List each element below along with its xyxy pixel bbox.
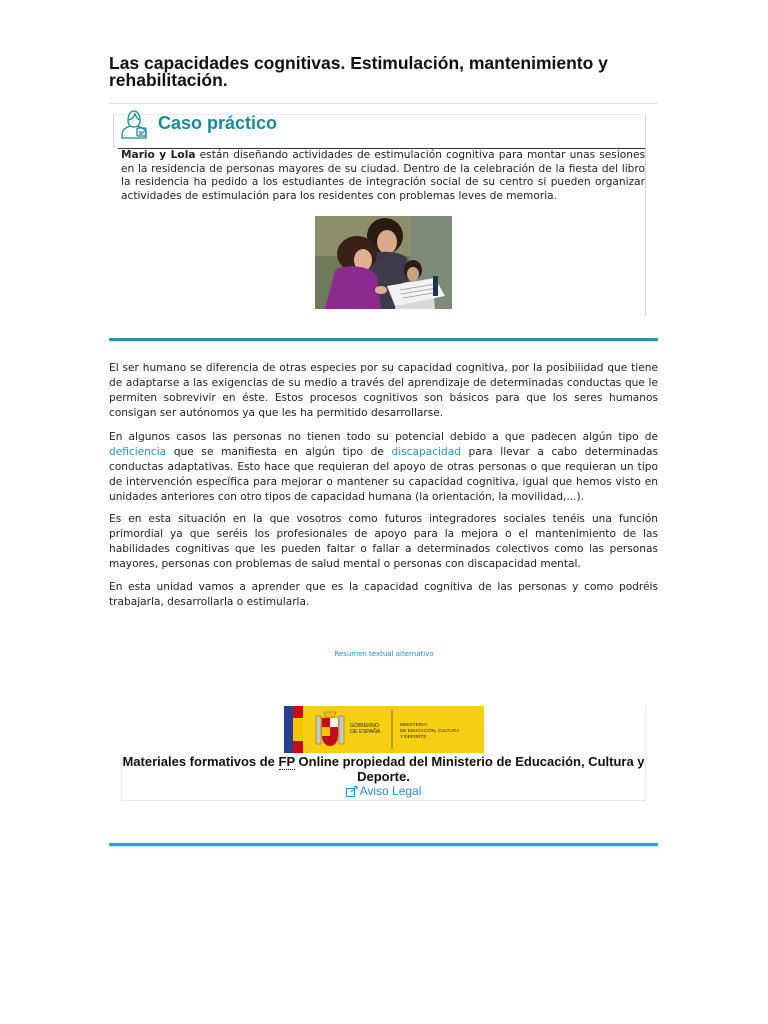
footer-text-a: Materiales formativos de bbox=[122, 754, 279, 769]
external-document-icon bbox=[346, 786, 358, 797]
paragraph-2 bbox=[109, 430, 658, 505]
coat-of-arms-icon bbox=[316, 712, 344, 746]
link-discapacidad[interactable]: discapacidad bbox=[391, 446, 461, 458]
page-title: Las capacidades cognitivas. Estimulación, mantenimiento y rehabilitación. bbox=[109, 53, 608, 90]
legal-notice-link[interactable] bbox=[121, 784, 646, 798]
case-text: están diseñando actividades de estimulación cognitiva para montar unas sesiones en la residencia de personas mayores de su ciudad. Dentro de la celebración de la fiesta del libro la residencia ha pedido a los estudiantes de integración social de su centro si pueden organizar actividades de estimulación para los residentes con problemas leves de memoria. bbox=[121, 149, 645, 202]
case-description bbox=[121, 149, 645, 203]
case-names: Mario y Lola bbox=[121, 149, 196, 161]
footer-ownership-text bbox=[121, 754, 646, 784]
logo-ministerio-line2: DE EDUCACIÓN, CULTURA bbox=[400, 728, 460, 733]
logo-gobierno-line1: GOBIERNO bbox=[350, 723, 380, 729]
title-divider bbox=[109, 103, 658, 104]
link-deficiencia[interactable]: deficiencia bbox=[109, 446, 167, 458]
paragraph-3: Es en esta situación en la que vosotros como futuros integradores sociales tenéis una función primordial ya que seréis los profesionales de apoyo para la mejora o el mantenimiento de las habilidades cognitivas que les pueden faltar o fallar a determinados colectivos como las personas mayores, personas con problemas de salud mental o personas con discapacidad mental. bbox=[109, 513, 658, 570]
case-photo bbox=[315, 216, 452, 309]
alt-summary-link[interactable]: Resumen textual alternativo bbox=[334, 650, 434, 658]
paragraph-4: En esta unidad vamos a aprender que es la capacidad cognitiva de las personas y como podréis trabajarla, desarrollarla o estimularla. bbox=[109, 581, 658, 608]
ministry-logo bbox=[284, 706, 484, 753]
paragraph-1: El ser humano se diferencia de otras especies por su capacidad cognitiva, por la posibilidad que tiene de adaptarse a las exigencias de su medio a través del aprendizaje de determinadas conductas que le permiten sobrevivir en éste. Estos procesos cognitivos son básicos para que los seres humanos consigan ser autónomos ya que les ha permitido desarrollarse. bbox=[109, 362, 658, 419]
fp-abbreviation: FP bbox=[278, 754, 295, 769]
footer-frame-bottom bbox=[121, 800, 646, 801]
paragraph-2-text-c: para llevar a cabo determinadas conductas adaptativas. Esto hace que requieran del apoyo de otras personas o que requieran un tipo de intervención específica para mejorar o mantener su capacidad cognitiva, igual que hemos visto en unidades anteriores con otro tipos de capacidad humana (la orientación, la movilidad,...). bbox=[109, 446, 658, 503]
legal-notice-label: Aviso Legal bbox=[359, 784, 422, 798]
case-bottom-bar-shadow bbox=[109, 341, 658, 342]
person-icon bbox=[120, 109, 148, 139]
paragraph-2-text-b: que se manifiesta en algún tipo de bbox=[166, 446, 392, 458]
case-frame-left bbox=[113, 114, 114, 148]
case-frame-right bbox=[645, 114, 646, 316]
case-heading: Caso práctico bbox=[158, 113, 278, 133]
logo-ministerio-line1: MINISTERIO bbox=[400, 722, 427, 727]
logo-gobierno-line2: DE ESPAÑA bbox=[350, 729, 381, 735]
paragraph-2-text-a: En algunos casos las personas no tienen todo su potencial debido a que padecen algún tipo de bbox=[109, 431, 658, 443]
logo-ministerio-line3: Y DEPORTE bbox=[400, 734, 427, 739]
footer-bottom-bar-shadow bbox=[109, 846, 658, 847]
footer-text-b: Online propiedad del Ministerio de Educación, Cultura y Deporte. bbox=[294, 754, 645, 784]
